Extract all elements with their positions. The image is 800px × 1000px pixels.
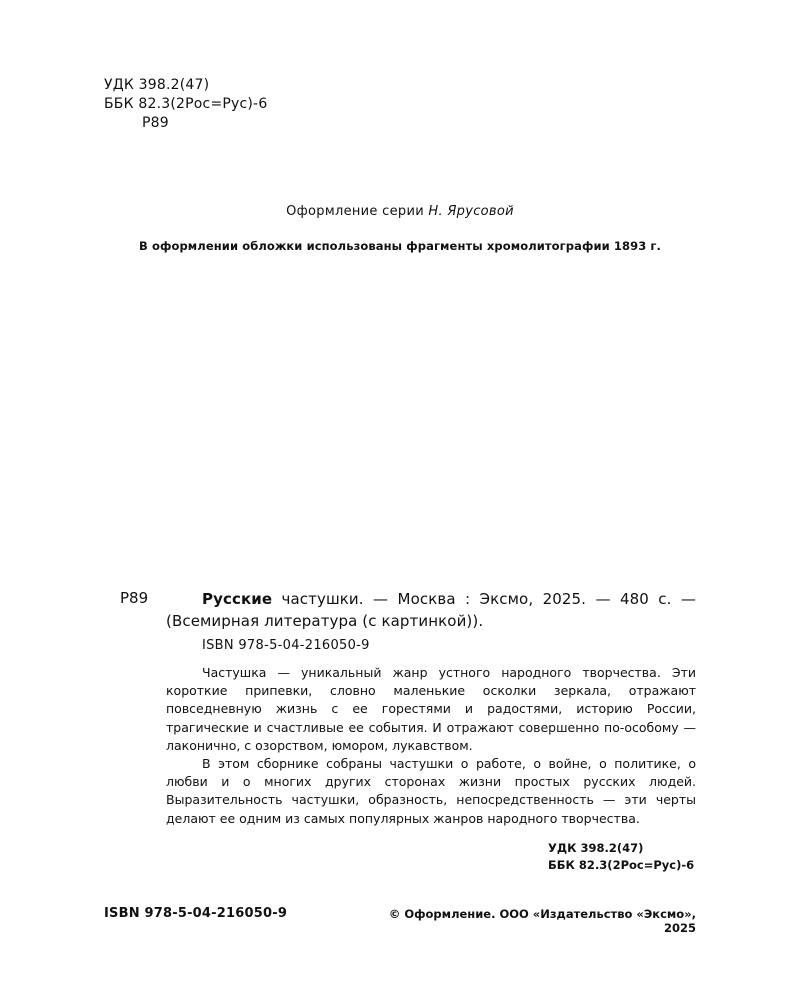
series-design-prefix: Оформление серии <box>286 204 424 219</box>
series-designer-name: Н. Ярусовой <box>428 204 514 219</box>
udk-code-bottom: УДК 398.2(47) <box>548 841 644 855</box>
top-classification-codes <box>104 76 267 133</box>
annotation <box>166 664 696 828</box>
isbn-line: ISBN 978-5-04-216050-9 <box>202 638 370 653</box>
series-design-credit <box>0 204 800 219</box>
annotation-paragraph: В этом сборнике собраны частушки о работе, о войне, о политике, о любви и о многих других сторонах жизни простых русских людей. Выразительность частушки, образность, непосредственность — эти черты делают ее одним из самых популярных жанров народного творчества. <box>166 756 696 826</box>
bib-description-2: (Всемирная литература (с картинкой)). <box>166 612 484 630</box>
udk-code: УДК 398.2(47) <box>104 77 210 93</box>
bib-description-1: частушки. — Москва : Эксмо, 2025. — 480 с. — <box>281 590 696 608</box>
author-mark: Р89 <box>142 115 169 131</box>
bbk-code-bottom: ББК 82.3(2Рос=Рус)-6 <box>548 858 695 872</box>
cover-note: В оформлении обложки использованы фрагменты хромолитографии 1893 г. <box>139 239 661 253</box>
bbk-code: ББК 82.3(2Рос=Рус)-6 <box>104 96 268 112</box>
bibliographic-record <box>166 588 696 632</box>
copyright-notice: © Оформление. ООО «Издательство «Эксмо», 2025 <box>388 907 696 935</box>
book-title: Русские <box>202 590 273 608</box>
bib-line-1 <box>166 588 696 610</box>
annotation-paragraph: Частушка — уникальный жанр устного народного творчества. Эти короткие припевки, словно маленькие осколки зеркала, отражают повседневную жизнь с ее горестями и радостями, историю России, трагические и счастливые ее события. И отражают совершенно по-особому — лаконично, с озорством, юмором, лукавством. <box>166 665 696 753</box>
isbn-footer: ISBN 978-5-04-216050-9 <box>104 906 288 921</box>
bottom-classification-codes <box>548 840 694 874</box>
catalog-code: Р89 <box>120 589 149 607</box>
